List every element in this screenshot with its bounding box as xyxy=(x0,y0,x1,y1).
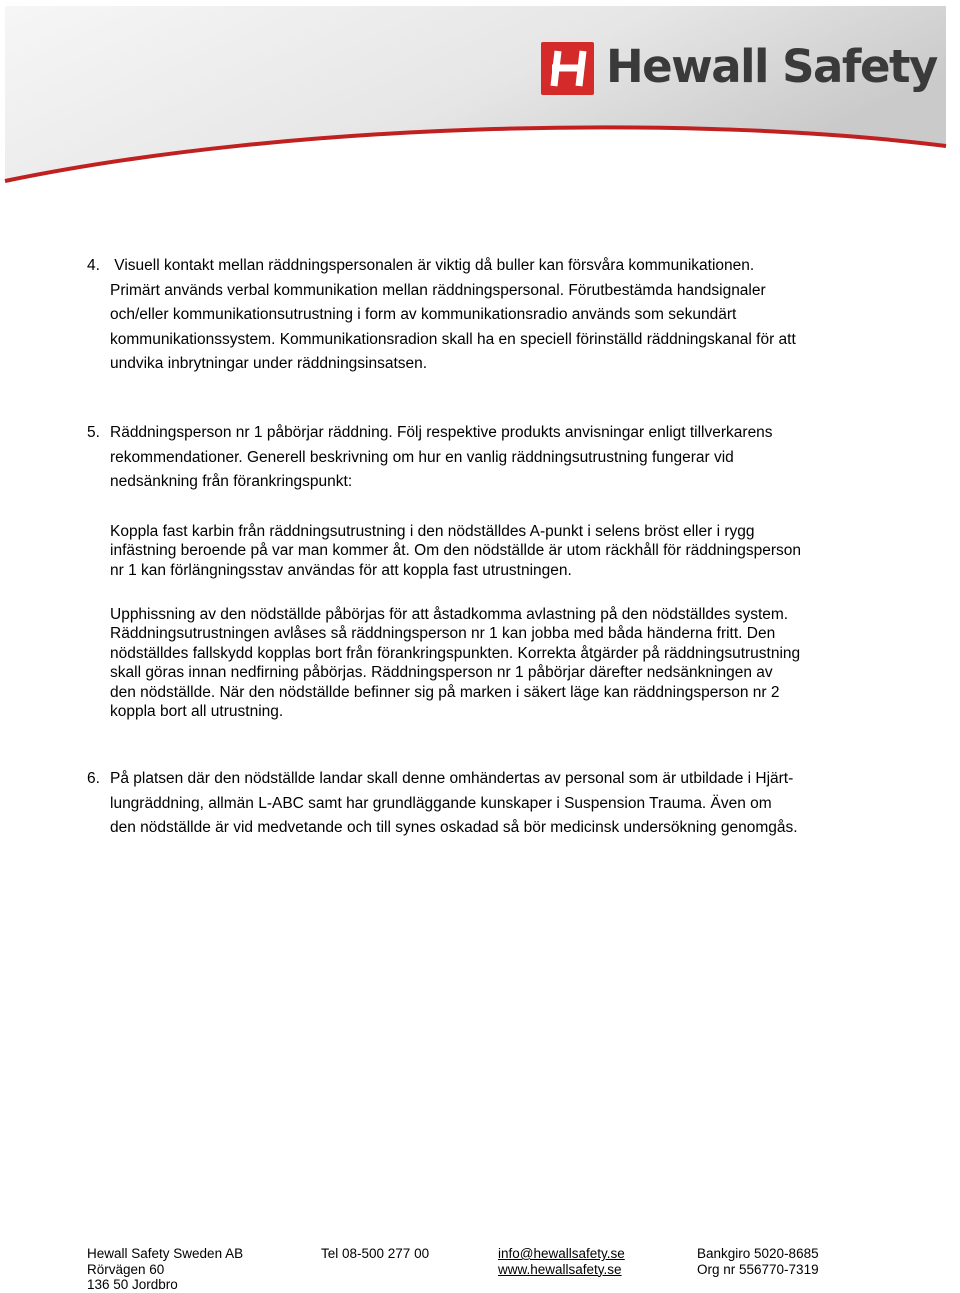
text-line: Visuell kontakt mellan räddningspersonalen är viktig då buller kan försvåra kommunikationen. xyxy=(110,257,755,274)
list-item-5 xyxy=(87,421,857,495)
text-line: lungräddning, allmän L-ABC samt har grundläggande kunskaper i Suspension Trauma. Även om xyxy=(110,794,772,812)
text-line: nr 1 kan förlängningsstav användas för att koppla fast utrustningen. xyxy=(110,561,572,579)
item-number: 5. xyxy=(87,424,100,441)
bankgiro: Bankgiro 5020-8685 xyxy=(697,1246,819,1261)
text-line: kommunikationssystem. Kommunikationsradion skall ha en speciell förinställd räddningskanal för att xyxy=(110,330,796,348)
text-line: nödställdes fallskydd kopplas bort från förankringspunkten. Korrekta åtgärder på räddningsutrustning xyxy=(110,644,801,662)
text-line: den nödställde. När den nödställde befinner sig på marken i säkert läge kan räddningsperson nr 2 xyxy=(110,683,780,701)
text-line: infästning beroende på var man kommer åt. Om den nödställde är utom räckhåll för räddningsperson xyxy=(110,542,801,560)
text-line: undvika inbrytningar under räddningsinsatsen. xyxy=(110,355,428,373)
footer-address xyxy=(87,1246,243,1293)
postal-address: 136 50 Jordbro xyxy=(87,1277,178,1292)
text-line: rekommendationer. Generell beskrivning om hur en vanlig räddningsutrustning fungerar vid xyxy=(110,448,734,466)
text-line: Upphissning av den nödställde påbörjas för att åstadkomma avlastning på den nödställdes system. xyxy=(110,606,789,623)
text-line: den nödställde är vid medvetande och till synes oskadad så bör medicinsk undersökning genomgås. xyxy=(110,819,798,837)
street-address: Rörvägen 60 xyxy=(87,1261,165,1277)
list-item-6 xyxy=(87,767,857,841)
text-line: Koppla fast karbin från räddningsutrustning i den nödställdes A-punkt i selens bröst eller i rygg xyxy=(110,523,755,540)
text-line: och/eller kommunikationsutrustning i form av kommunikationsradio används som sekundärt xyxy=(110,306,737,324)
text-line: Räddningsperson nr 1 påbörjar räddning. Följ respektive produkts anvisningar enligt tillverkarens xyxy=(110,424,773,441)
email-link[interactable]: info@hewallsafety.se xyxy=(498,1246,625,1261)
org-number: Org nr 556770-7319 xyxy=(697,1261,819,1277)
sub-paragraph xyxy=(110,605,860,721)
text-line: nedsänkning från förankringspunkt: xyxy=(110,473,353,491)
item-number: 6. xyxy=(87,770,100,787)
footer-bank xyxy=(697,1246,819,1277)
item-number: 4. xyxy=(87,257,100,274)
text-line: skall göras innan nedfirning påbörjas. Räddningsperson nr 1 påbörjar därefter nedsänkningen av xyxy=(110,664,773,682)
phone-number: Tel 08-500 277 00 xyxy=(321,1246,430,1261)
sub-paragraph xyxy=(110,522,860,580)
page-header xyxy=(0,0,960,190)
hewall-logo-icon xyxy=(541,42,594,95)
brand-name: Hewall Safety xyxy=(606,40,937,93)
text-line: På platsen där den nödställde landar skall denne omhändertas av personal som är utbildade i Hjärt- xyxy=(110,770,794,787)
text-line: koppla bort all utrustning. xyxy=(110,703,284,721)
footer-phone xyxy=(321,1246,429,1262)
text-line: Primärt används verbal kommunikation mellan räddningspersonal. Förutbestämda handsignaler xyxy=(110,281,766,299)
header-swoosh xyxy=(0,0,960,190)
footer-contact xyxy=(498,1246,625,1277)
text-line: Räddningsutrustningen avlåses så räddningsperson nr 1 kan jobba med båda händerna fritt. Den xyxy=(110,625,776,643)
list-item-4 xyxy=(87,254,857,377)
website-link[interactable]: www.hewallsafety.se xyxy=(498,1261,622,1277)
company-name: Hewall Safety Sweden AB xyxy=(87,1246,244,1261)
